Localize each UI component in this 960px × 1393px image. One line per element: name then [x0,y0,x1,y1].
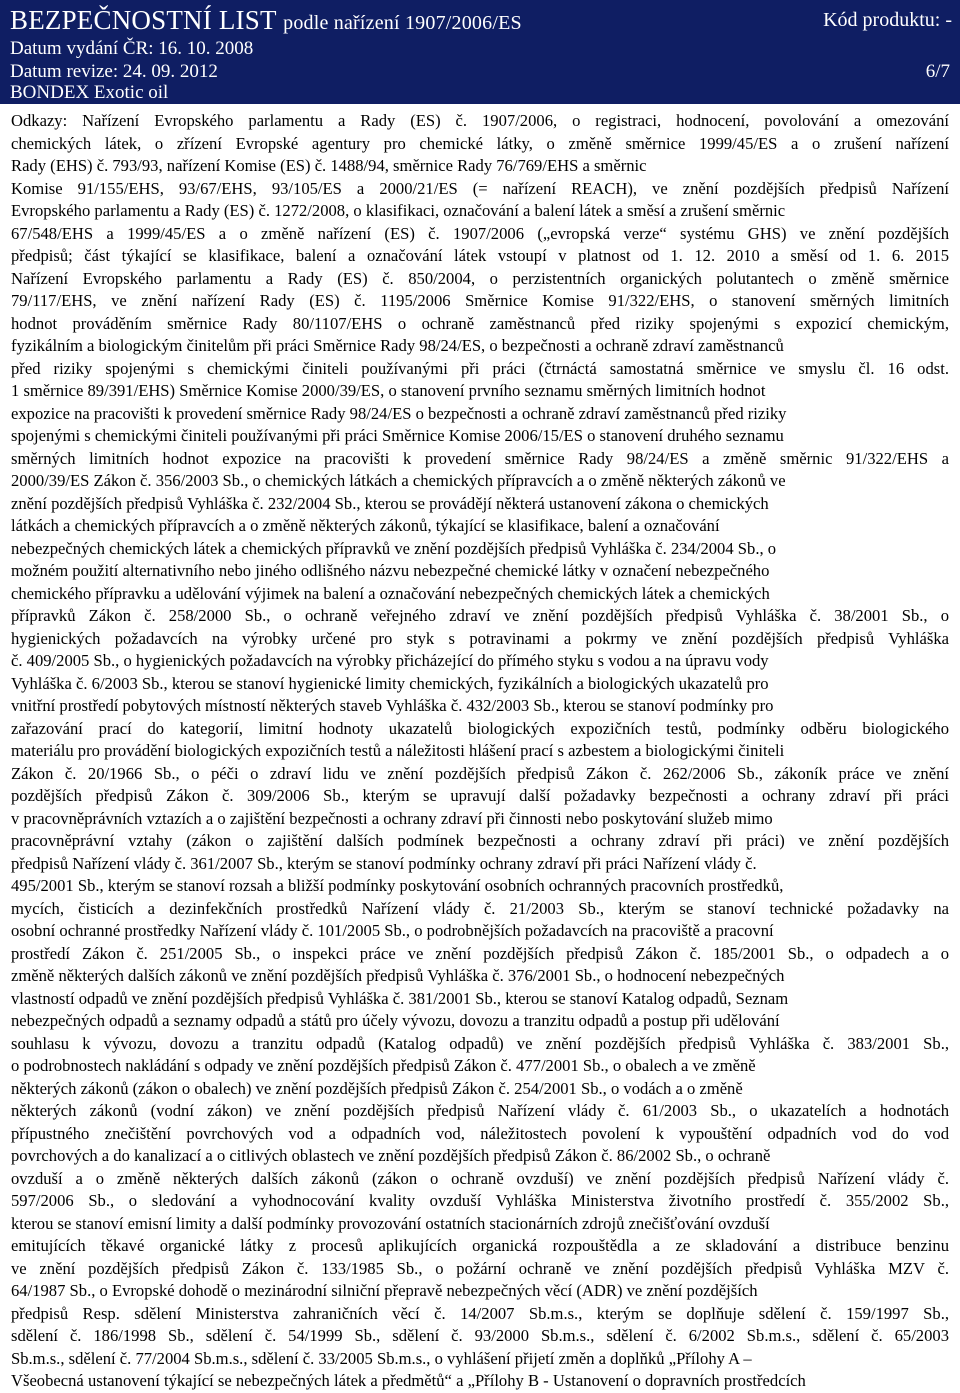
text-line: 64/1987 Sb., o Evropské dohodě o mezinárodní silniční přepravě nebezpečných věcí (ADR) ve znění pozdějších [11,1281,758,1300]
page-number: 6/7 [925,61,950,82]
text-line: fyzikálním a biologickým činitelům při práci Směrnice Rady 98/24/ES, o bezpečnosti a ochraně zdraví zaměstnanců [11,336,784,355]
text-line: Zákon č. 20/1966 Sb., o péči o zdraví lidu ve znění pozdějších předpisů Zákon č. 262/2006 Sb., zákoník práce ve znění [11,763,949,783]
text-line: směrných limitních hodnot expozice na pracovišti k provedení směrnice Rady 98/24/ES a změně směrnic 91/322/EHS a [11,448,949,468]
text-line: 1 směrnice 89/391/EHS) Směrnice Komise 2000/39/ES, o stanovení prvního seznamu směrných limitních hodnot [11,381,766,400]
text-line: pozdějších předpisů Zákon č. 309/2006 Sb., kterým se upravují další požadavky bezpečnosti a ochrany zdraví při práci [11,786,949,805]
text-line: 495/2001 Sb., kterým se stanoví rozsah a bližší podmínky poskytování osobních ochranných pracovních prostředků, [11,876,784,895]
text-line: v pracovněprávních vztazích a o zajištění bezpečnosti a ochrany zdraví při činnosti nebo poskytování služeb mimo [11,808,773,828]
issue-date: Datum vydání ČR: 16. 10. 2008 [10,38,254,59]
text-line: před riziky spojenými s chemickými činiteli používanými při práci (čtrnáctá samostatná směrnice ve smyslu čl. 16 odst. [11,358,949,378]
text-line: Nařízení Evropského parlamentu a Rady (ES) č. 850/2004, o perzistentních organických polutantech o změně směrnice [11,268,949,288]
text-line: osobní ochranné prostředky Nařízení vlády č. 101/2005 Sb., o podrobnějších požadavcích na pracoviště a pracovní [11,921,774,940]
references-paragraph [11,110,949,1393]
text-line: vnitřní prostředí pobytových místností některých staveb Vyhláška č. 432/2003 Sb., kterou se stanoví podmínky pro [11,696,774,715]
text-line: Rady (EHS) č. 793/93, nařízení Komise (ES) č. 1488/94, směrnice Rady 76/769/EHS a směrnic [11,156,647,175]
text-line: zařazování prací do kategorií, limitní hodnoty ukazatelů biologických expozičních testů, podmínky odběru biologického [11,718,949,738]
text-line: 67/548/EHS a 1999/45/ES a o změně nařízení (ES) č. 1907/2006 („evropská verze“ systému GHS) ve znění pozdějších [11,223,949,243]
text-line: přípravků Zákon č. 258/2000 Sb., o ochraně veřejného zdraví ve znění pozdějších předpisů Vyhláška č. 38/2001 Sb., o [11,606,949,625]
product-code: Kód produktu: - [823,9,952,31]
text-line: materiálu pro provádění biologických expozičních testů a náležitosti hlášení prací s azbestem a biologickými činiteli [11,741,785,760]
text-line: pracovněprávní vztahy (zákon o zajištění dalších podmínek bezpečnosti a ochrany zdraví při práci) ve znění pozdějších [11,831,949,850]
document-header [0,0,960,104]
text-line: možném použití alternativního nebo jiného odlišného názvu nebezpečné chemické látky v označení nebezpečného [11,561,770,580]
text-line: Všeobecná ustanovení týkající se nebezpečných látek a předmětů“ a „Přílohy B - Ustanovení o dopravních prostředcích [11,1371,806,1390]
text-line: některých zákonů (vodní zákon) ve znění pozdějších předpisů Nařízení vlády č. 61/2003 Sb., o ukazatelích a hodnotách [11,1101,949,1120]
text-line: chemických látek, o zřízení Evropské agentury pro chemické látky, o změně směrnice 1999/45/ES a o zrušení nařízení [11,133,949,153]
text-line: expozice na pracovišti k provedení směrnice Rady 98/24/ES o bezpečnosti a ochraně zdraví zaměstnanců před riziky [11,403,787,423]
text-line: Evropského parlamentu a Rady (ES) č. 1272/2008, o klasifikaci, označování a balení látek a směsí a zrušení směrnic [11,201,786,220]
text-line: některých zákonů (zákon o obalech) ve znění pozdějších předpisů Zákon č. 254/2001 Sb., o vodách a o změně [11,1078,743,1098]
text-line: ovzduší a o změně některých dalších zákonů (zákon o ochraně ovzduší) ve znění pozdějších předpisů Nařízení vlády č. [11,1168,949,1188]
text-line: prostředí Zákon č. 251/2005 Sb., o inspekci práce ve znění pozdějších předpisů Zákon č. 185/2001 Sb., o odpadech a o [11,943,949,963]
text-line: nebezpečných odpadů a seznamy odpadů a států pro účely vývozu, dovozu a tranzitu odpadů a postup při udělování [11,1011,780,1030]
product-name: BONDEX Exotic oil [10,82,169,103]
document-title-text: BEZPEČNOSTNÍ LIST [10,5,277,35]
text-line: 2000/39/ES Zákon č. 356/2003 Sb., o chemických látkách a chemických přípravcích a o změně některých zákonů ve [11,471,786,490]
text-line: látkách a chemických přípravcích a o změně některých zákonů, týkající se klasifikace, balení a označování [11,516,720,535]
text-line: hygienických požadavcích na výrobky určené pro styk s potravinami a pokrmy ve znění pozdějších předpisů Vyhláška [11,628,949,648]
text-line: 79/117/EHS, ve znění nařízení Rady (ES) č. 1195/2006 Směrnice Komise 91/322/EHS, o stanovení směrných limitních [11,291,949,310]
text-line: předpisů Resp. sdělení Ministerstva zahraničních věcí č. 14/2007 Sb.m.s., kterým se doplňuje sdělení č. 159/1997 Sb., [11,1303,949,1323]
text-line: ve znění pozdějších předpisů Zákon č. 133/1985 Sb., o požární ochraně ve znění pozdějších předpisů Vyhláška MZV č. [11,1258,949,1278]
text-line: Komise 91/155/EHS, 93/67/EHS, 93/105/ES a 2000/21/ES (= nařízení REACH), ve znění pozdějších předpisů Nařízení [11,178,949,198]
text-line: hodnot prováděním směrnice Rady 80/1107/EHS o ochraně zaměstnanců před riziky spojenými s expozicí chemickým, [11,313,949,333]
text-line: emitujících těkavé organické látky z procesů aplikujících organická rozpouštědla a ze skladování a distribuce benzinu [11,1236,949,1255]
text-line: změně některých dalších zákonů ve znění pozdějších předpisů Vyhláška č. 376/2001 Sb., o hodnocení nebezpečných [11,966,785,985]
text-line: nebezpečných chemických látek a chemických přípravků ve znění pozdějších předpisů Vyhláška č. 234/2004 Sb., o [11,538,777,558]
text-line: chemického přípravku a udělování výjimek na balení a označování nebezpečných chemických látek a chemických [11,583,770,603]
text-line: kterou se stanoví emisní limity a další podmínky provozování ostatních stacionárních zdrojů znečišťování ovzduší [11,1213,770,1233]
text-line: povrchových a do kanalizací a o citlivých oblastech ve znění pozdějších předpisů Zákon č. 86/2002 Sb., o ochraně [11,1146,771,1165]
text-line: znění pozdějších předpisů Vyhláška č. 232/2004 Sb., kterou se provádějí některá ustanovení zákona o chemických [11,493,769,513]
document-title [10,4,522,39]
text-line: přípustného znečištění povrchových vod a odpadních vod, náležitostech povolení k vypouštění odpadních vod do vod [11,1123,949,1143]
text-line: souhlasu k vývozu, dovozu a tranzitu odpadů (Katalog odpadů) ve znění pozdějších předpisů Vyhláška č. 383/2001 Sb., [11,1033,949,1053]
text-line: předpisů Nařízení vlády č. 361/2007 Sb., kterým se stanoví podmínky ochrany zdraví při práci Nařízení vlády č. [11,853,757,873]
text-line: sdělení č. 186/1998 Sb., sdělení č. 54/1999 Sb., sdělení č. 93/2000 Sb.m.s., sdělení č. 6/2002 Sb.m.s., sdělení č. 65/2003 [11,1326,949,1345]
text-line: o podrobnostech nakládání s odpady ve znění pozdějších předpisů Zákon č. 477/2001 Sb., o obalech a ve změně [11,1056,756,1075]
text-line: č. 409/2005 Sb., o hygienických požadavcích na výrobky přicházející do přímého styku s vodou a na úpravu vody [11,651,769,670]
document-subtitle: podle nařízení 1907/2006/ES [283,12,522,34]
text-line: vlastností odpadů ve znění pozdějších předpisů Vyhláška č. 381/2001 Sb., kterou se stanoví Katalog odpadů, Seznam [11,988,789,1008]
text-line: spojenými s chemickými činiteli používanými při práci Směrnice Komise 2006/15/ES o stanovení druhého seznamu [11,426,784,445]
text-line: Vyhláška č. 6/2003 Sb., kterou se stanoví hygienické limity chemických, fyzikálních a biologických ukazatelů pro [11,673,769,693]
text-line: Sb.m.s., sdělení č. 77/2004 Sb.m.s., sdělení č. 33/2005 Sb.m.s., o vyhlášení přijetí změn a doplňků „Přílohy A – [11,1348,752,1368]
revision-date: Datum revize: 24. 09. 2012 [10,61,218,82]
text-line: Odkazy: Nařízení Evropského parlamentu a Rady (ES) č. 1907/2006, o registraci, hodnocení, povolování a omezování [11,111,949,130]
text-line: 597/2006 Sb., o sledování a vyhodnocování kvality ovzduší Vyhláška Ministerstva životního prostředí č. 355/2002 Sb., [11,1191,949,1210]
text-line: předpisů; část týkající se klasifikace, balení a označování látek vstoupí v platnost od 1. 12. 2010 a směsí od 1. 6. 2015 [11,246,949,265]
text-line: mycích, čisticích a dezinfekčních prostředků Nařízení vlády č. 21/2003 Sb., kterým se stanoví technické požadavky na [11,898,949,918]
